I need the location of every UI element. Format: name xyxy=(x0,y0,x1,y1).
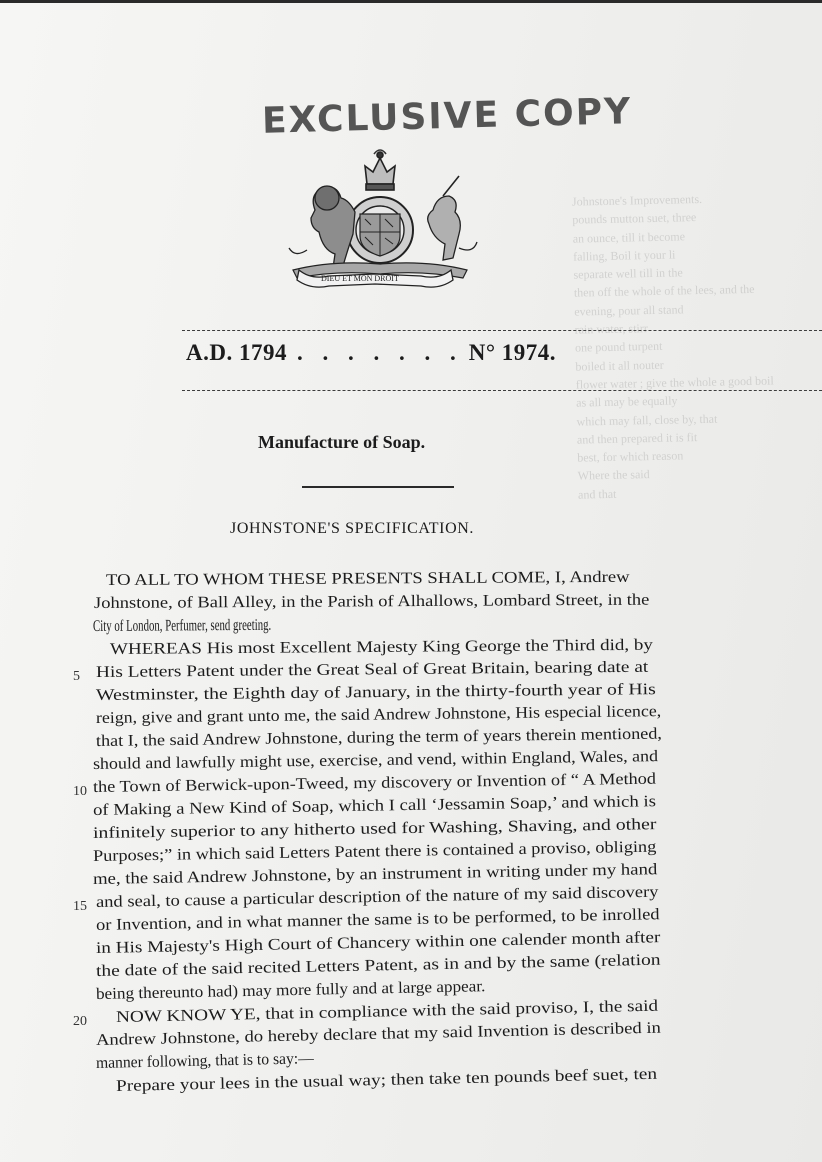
bleed-line: as all may be equally xyxy=(576,393,678,410)
body-line: the date of the said recited Letters Patent, as in and by the same (relation xyxy=(95,950,661,980)
patent-number: N° 1974. xyxy=(468,340,557,365)
bleed-line: pounds mutton suet, three xyxy=(572,210,697,227)
bleed-line: flower water ; give the whole a good boil xyxy=(575,373,774,392)
bleed-line: best, for which reason xyxy=(577,448,684,465)
body-line: City of London, Perfumer, send greeting. xyxy=(92,615,272,635)
body-line: Purposes;” in which said Letters Patent there is contained a proviso, obliging xyxy=(92,837,657,865)
exclusive-copy-stamp: EXCLUSIVE COPY xyxy=(261,91,633,142)
body-line: that I, the said Andrew Johnstone, during the term of years therein mentioned, xyxy=(95,724,662,750)
body-line: His Letters Patent under the Great Seal of Great Britain, bearing date at xyxy=(95,657,649,681)
bleed-line: falling, Boil it your li xyxy=(572,247,676,264)
patent-year: A.D. 1794 xyxy=(186,340,287,365)
body-line: reign, give and grant unto me, the said Andrew Johnstone, His especial licence, xyxy=(95,702,662,727)
bleed-line: an ounce, till it become xyxy=(572,228,686,246)
body-line: the Town of Berwick-upon-Tweed, my discovery or Invention of “ A Method xyxy=(92,769,657,796)
body-line: being thereunto had) may more fully and at large appear. xyxy=(95,977,486,1003)
body-line: manner following, that is to say:— xyxy=(95,1049,314,1072)
document-title: Manufacture of Soap. xyxy=(258,432,426,452)
body-line: Johnstone, of Ball Alley, in the Parish of Alhallows, Lombard Street, in the xyxy=(93,590,650,612)
body-line: NOW KNOW YE, that in compliance with the said proviso, I, the said xyxy=(115,996,659,1026)
header-dots: . . . . . . . xyxy=(296,340,463,365)
bleed-line: then off the whole of the lees, and the xyxy=(573,282,755,301)
bleed-line: evening, pour all stand xyxy=(574,302,684,319)
body-line: and seal, to cause a particular description of the nature of my said discovery xyxy=(95,882,659,911)
line-number: 20 xyxy=(73,1014,87,1029)
body-line: me, the said Andrew Johnstone, by an instrument in writing under my hand xyxy=(92,860,658,888)
bleed-line: one pound turpent xyxy=(574,339,663,355)
bleed-line: separate well till in the xyxy=(573,265,683,282)
body-line: infinitely superior to any hitherto used for Washing, Shaving, and other xyxy=(92,815,657,842)
motto-text: DIEU ET MON DROIT xyxy=(321,274,399,283)
bleed-line: Where the said xyxy=(577,467,650,484)
bleed-line: boiled it all nouter xyxy=(575,357,664,374)
bleed-line: and that xyxy=(577,486,617,502)
body-line: WHEREAS His most Excellent Majesty King George the Third did, by xyxy=(109,635,653,658)
body-line: Andrew Johnstone, do hereby declare that my said Invention is described in xyxy=(95,1018,662,1049)
body-line: Prepare your lees in the usual way; then take ten pounds beef suet, ten xyxy=(115,1064,658,1095)
line-number: 10 xyxy=(73,784,87,799)
bleed-line: Johnstone's Improvements. xyxy=(571,191,703,209)
bleed-line: and then prepared it is fit xyxy=(576,429,698,447)
line-number: 5 xyxy=(73,669,80,684)
body-line: or Invention, and in what manner the same is to be performed, to be inrolled xyxy=(95,905,660,934)
body-line: should and lawfully might use, exercise, and vend, within England, Wales, and xyxy=(92,747,659,773)
body-line: Westminster, the Eighth day of January, in the thirty-fourth year of His xyxy=(95,680,656,704)
bleed-line: which may fall, close by, that xyxy=(576,411,718,429)
line-number: 15 xyxy=(73,899,87,914)
body-line: of Making a New Kind of Soap, which I call ‘Jessamin Soap,’ and which is xyxy=(92,792,657,819)
specification-heading: JOHNSTONE'S SPECIFICATION. xyxy=(230,520,474,537)
bleed-line: rain water, stirr xyxy=(574,321,648,337)
body-line: in His Majesty's High Court of Chancery within one calender month after xyxy=(95,928,661,957)
body-line: TO ALL TO WHOM THESE PRESENTS SHALL COME, I, Andrew xyxy=(105,567,630,589)
